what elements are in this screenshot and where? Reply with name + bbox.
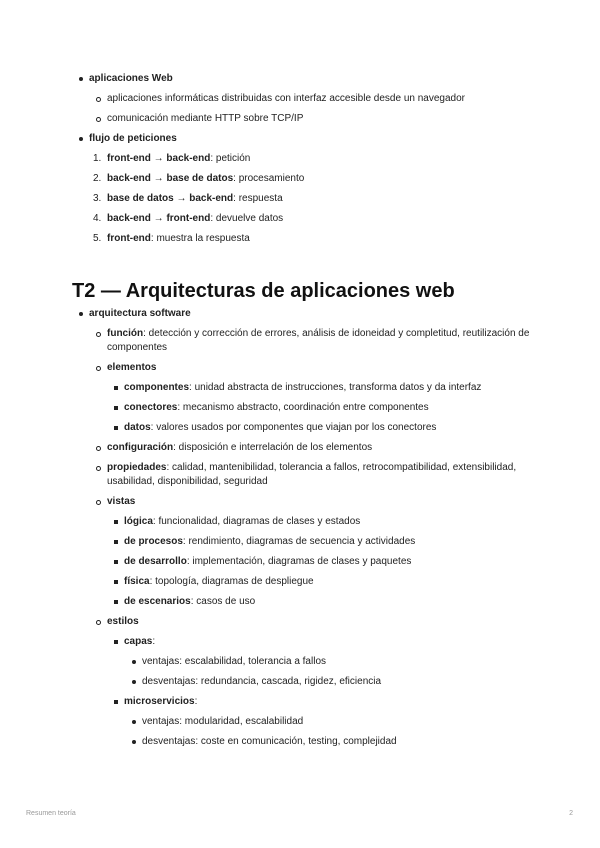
item-text: : petición: [210, 153, 251, 164]
list-item: [72, 112, 542, 126]
item-number: 2.: [93, 173, 102, 184]
item-number: 1.: [93, 153, 102, 164]
list-item: [72, 361, 542, 375]
item-bold: conectores: [124, 402, 178, 413]
ordered-item: [72, 152, 542, 166]
list-item: [72, 307, 542, 321]
list-item: [72, 327, 542, 355]
list-item: [72, 401, 542, 415]
list-item: [72, 535, 542, 549]
item-bold: propiedades: [107, 462, 167, 473]
bullet-icon: [132, 660, 136, 664]
list-item: [72, 515, 542, 529]
circle-bullet-icon: [96, 446, 101, 451]
square-bullet-icon: [114, 540, 118, 544]
item-bold: back-end → front-end: [107, 213, 211, 224]
item-bold: front-end: [107, 233, 151, 244]
list-item: [72, 675, 542, 689]
item-text: : casos de uso: [190, 596, 256, 607]
square-bullet-icon: [114, 640, 118, 644]
list-item: [72, 381, 542, 395]
section-title: T2 — Arquitecturas de aplicaciones web: [72, 280, 455, 302]
square-bullet-icon: [114, 406, 118, 410]
item-text: : calidad, mantenibilidad, tolerancia a fallos, retrocompatibilidad, extensibilidad, usabilidad, disponibilidad, seguridad: [107, 462, 517, 487]
item-text: : unidad abstracta de instrucciones, transforma datos y da interfaz: [189, 382, 482, 393]
item-bold: de escenarios: [124, 596, 191, 607]
item-number: 4.: [93, 213, 102, 224]
square-bullet-icon: [114, 700, 118, 704]
ordered-item: [72, 192, 542, 206]
item-heading: flujo de peticiones: [89, 133, 177, 144]
list-item: [72, 575, 542, 589]
list-item: [72, 595, 542, 609]
circle-bullet-icon: [96, 366, 101, 371]
circle-bullet-icon: [96, 500, 101, 505]
item-text: ventajas: escalabilidad, tolerancia a fallos: [142, 656, 326, 667]
item-text: aplicaciones informáticas distribuidas con interfaz accesible desde un navegador: [107, 93, 465, 104]
item-bold: front-end → back-end: [107, 153, 211, 164]
list-item: [72, 72, 542, 86]
item-text: : detección y corrección de errores, análisis de idoneidad y completitud, reutilización de componentes: [107, 328, 530, 353]
item-text: ventajas: modularidad, escalabilidad: [142, 716, 304, 727]
item-heading: aplicaciones Web: [89, 73, 173, 84]
item-bold: microservicios: [124, 696, 195, 707]
list-item: [72, 635, 542, 649]
list-item: [72, 655, 542, 669]
item-text: : rendimiento, diagramas de secuencia y actividades: [182, 536, 416, 547]
bullet-icon: [132, 740, 136, 744]
circle-bullet-icon: [96, 332, 101, 337]
item-text: : mecanismo abstracto, coordinación entre componentes: [177, 402, 429, 413]
list-item: [72, 461, 542, 489]
item-bold: capas: [124, 636, 153, 647]
square-bullet-icon: [114, 386, 118, 390]
item-text: : implementación, diagramas de clases y paquetes: [186, 556, 412, 567]
item-bold: componentes: [124, 382, 190, 393]
item-text: desventajas: redundancia, cascada, rigidez, eficiencia: [142, 676, 382, 687]
footer-title: Resumen teoría: [26, 810, 76, 817]
item-number: 3.: [93, 193, 102, 204]
ordered-item: [72, 232, 542, 246]
item-text: : disposición e interrelación de los elementos: [173, 442, 373, 453]
item-heading: arquitectura software: [89, 308, 191, 319]
list-item: [72, 715, 542, 729]
bullet-icon: [79, 312, 83, 316]
bullet-icon: [79, 77, 83, 81]
list-item: [72, 132, 542, 146]
bullet-icon: [79, 137, 83, 141]
circle-bullet-icon: [96, 620, 101, 625]
item-text: : procesamiento: [233, 173, 305, 184]
list-item: [72, 92, 542, 106]
item-text: : topología, diagramas de despliegue: [149, 576, 314, 587]
item-text: : devuelve datos: [210, 213, 284, 224]
list-item: [72, 495, 542, 509]
item-bold: de desarrollo: [124, 556, 187, 567]
architecture-list: [72, 307, 542, 749]
list-item: [72, 555, 542, 569]
list-item: [72, 441, 542, 455]
intro-list: [72, 72, 542, 246]
square-bullet-icon: [114, 580, 118, 584]
bullet-icon: [132, 680, 136, 684]
square-bullet-icon: [114, 520, 118, 524]
bullet-icon: [132, 720, 136, 724]
item-bold: de procesos: [124, 536, 183, 547]
item-text: comunicación mediante HTTP sobre TCP/IP: [107, 113, 304, 124]
item-text: : funcionalidad, diagramas de clases y estados: [152, 516, 361, 527]
item-text: desventajas: coste en comunicación, testing, complejidad: [142, 736, 397, 747]
circle-bullet-icon: [96, 117, 101, 122]
circle-bullet-icon: [96, 97, 101, 102]
ordered-item: [72, 212, 542, 226]
list-item: [72, 421, 542, 435]
square-bullet-icon: [114, 560, 118, 564]
item-heading: estilos: [107, 616, 139, 627]
list-item: [72, 615, 542, 629]
item-text: :: [152, 636, 156, 647]
item-bold: configuración: [107, 442, 174, 453]
item-heading: elementos: [107, 362, 157, 373]
item-bold: base de datos → back-end: [107, 193, 234, 204]
item-text: : muestra la respuesta: [150, 233, 250, 244]
square-bullet-icon: [114, 426, 118, 430]
page-number: 2: [569, 810, 573, 817]
item-bold: función: [107, 328, 144, 339]
item-number: 5.: [93, 233, 102, 244]
item-bold: back-end → base de datos: [107, 173, 234, 184]
ordered-item: [72, 172, 542, 186]
item-text: :: [194, 696, 198, 707]
square-bullet-icon: [114, 600, 118, 604]
page-content: [72, 66, 542, 749]
item-bold: datos: [124, 422, 151, 433]
list-item: [72, 735, 542, 749]
list-item: [72, 695, 542, 709]
item-bold: física: [124, 576, 150, 587]
item-bold: lógica: [124, 516, 153, 527]
item-text: : valores usados por componentes que viajan por los conectores: [150, 422, 437, 433]
item-heading: vistas: [107, 496, 136, 507]
item-text: : respuesta: [233, 193, 283, 204]
circle-bullet-icon: [96, 466, 101, 471]
